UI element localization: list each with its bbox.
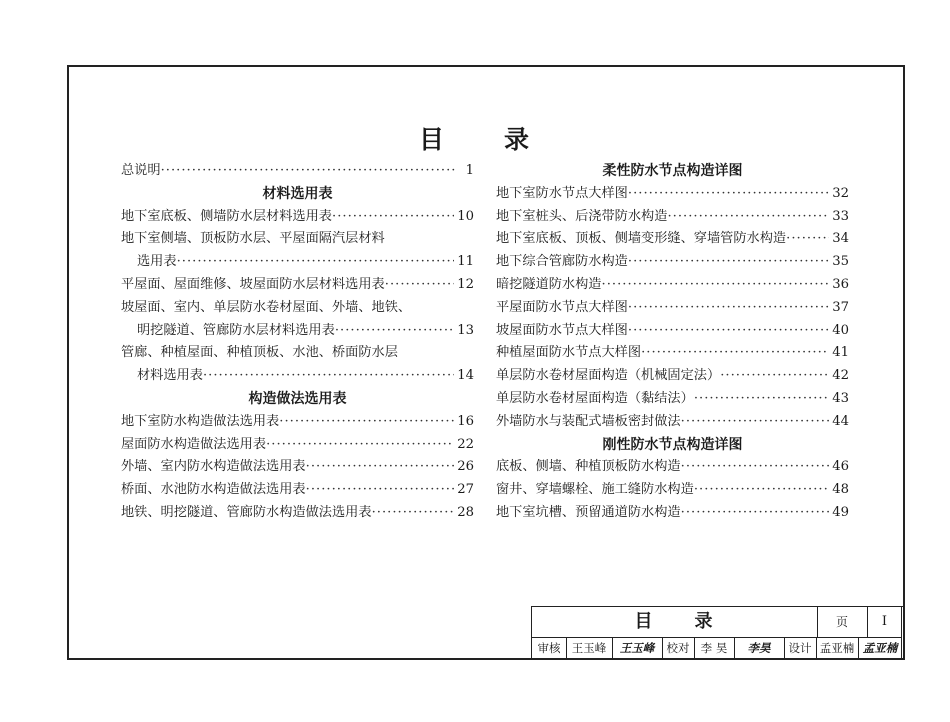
leader-dots [602,274,830,297]
section-heading: 构造做法选用表 [248,390,347,407]
reviewer-name: 王玉峰 [571,641,607,655]
toc-entry-title: 地下室底板、侧墙防水层材料选用表 [121,208,332,224]
toc-entry-title: 窗井、穿墙螺栓、施工缝防水构造 [496,482,694,498]
toc-entry-title: 桥面、水池防水构造做法选用表 [121,482,306,498]
leader-dots [667,206,829,229]
toc-entry-page: 28 [457,504,474,520]
leader-dots [681,411,830,434]
toc-entry-title: 平屋面防水节点大样图 [496,299,628,315]
toc-left-column [121,160,474,525]
toc-entry-title: 材料选用表 [137,368,203,384]
designer-name: 孟亚楠 [819,641,855,655]
toc-entry[interactable] [496,251,849,274]
toc-entry[interactable] [496,456,849,479]
toc-entry[interactable] [121,434,474,457]
toc-entry[interactable] [121,479,474,502]
toc-entry-title: 底板、侧墙、种植顶板防水构造 [496,459,681,475]
toc-entry-page: 22 [457,436,474,452]
page-title [0,120,950,156]
leader-dots [628,320,829,343]
toc-entry-title: 地下室防水构造做法选用表 [121,413,280,429]
design-label: 设计 [788,641,812,655]
leader-dots [279,411,454,434]
toc-entry-page: 12 [457,276,474,292]
leader-dots [306,456,455,479]
toc-entry-title: 地下综合管廊防水构造 [496,254,628,270]
page-label: 页 [835,615,848,629]
leader-dots [694,388,829,411]
toc-entry-page: 37 [832,299,849,315]
toc-entry-title: 地下室坑槽、预留通道防水构造 [496,504,681,520]
toc-entry[interactable] [121,456,474,479]
title-block-top-row [532,607,902,638]
toc-entry-page: 16 [457,413,474,429]
toc-entry[interactable] [496,502,849,525]
toc-entry-title: 管廊、种植屋面、种植顶板、水池、桥面防水层 [121,345,398,361]
toc-entry-page: 49 [832,504,849,520]
toc-entry[interactable] [121,365,474,388]
toc-entry-title: 地铁、明挖隧道、管廊防水构造做法选用表 [121,504,372,520]
toc-entry[interactable] [496,342,849,365]
toc-entry[interactable] [496,228,849,251]
leader-dots [628,251,829,274]
section-heading: 柔性防水节点构造详图 [602,163,743,179]
toc-entry-title: 总说明 [121,163,161,178]
toc-entry-title: 地下室防水节点大样图 [496,185,628,201]
review-label: 审核 [537,641,561,655]
toc-entry-title: 明挖隧道、管廊防水层材料选用表 [137,322,335,338]
toc-entry-title: 暗挖隧道防水构造 [496,276,602,292]
section-heading: 刚性防水节点构造详图 [602,436,743,453]
leader-dots [681,502,830,525]
leader-dots [177,251,455,274]
leader-dots [641,342,829,365]
toc-entry-title: 坡屋面、室内、单层防水卷材屋面、外墙、地铁、 [121,299,412,315]
toc-entry-title: 外墙、室内防水构造做法选用表 [121,459,306,475]
toc-entry[interactable] [496,274,849,297]
toc-entry-page: 32 [832,185,849,201]
leader-dots [720,365,829,388]
toc-entry[interactable] [121,251,474,274]
leader-dots [372,502,455,525]
toc-entry[interactable] [121,206,474,229]
toc-entry[interactable] [496,320,849,343]
leader-dots [694,479,829,502]
toc-entry-page: 11 [457,254,474,270]
toc-entry-page: 44 [832,413,849,429]
toc-entry[interactable] [121,502,474,525]
section-heading: 材料选用表 [262,185,333,202]
title-char-1: 目 [418,125,446,154]
toc-entry-title: 平屋面、屋面维修、坡屋面防水层材料选用表 [121,276,385,292]
toc-entry-title: 地下室侧墙、顶板防水层、平屋面隔汽层材料 [121,231,385,247]
toc-entry-page: 26 [457,459,474,475]
leader-dots [306,479,455,502]
leader-dots [385,274,454,297]
toc-entry-page: 10 [457,208,474,224]
toc-right-column [496,160,849,525]
toc-entry[interactable] [121,297,474,320]
toc-entry-page: 42 [832,368,849,384]
toc-entry-page: 1 [465,163,474,178]
toc-entry[interactable] [496,206,849,229]
toc-entry-page: 33 [832,208,849,224]
toc-entry-page: 48 [832,482,849,498]
title-block-char-2: 录 [694,611,715,632]
leader-dots [203,365,454,388]
toc-entry[interactable] [121,411,474,434]
leader-dots [786,228,829,251]
toc-entry-page: 46 [832,459,849,475]
toc-entry[interactable] [496,183,849,206]
toc-entry-page: 13 [457,322,474,338]
toc-entry[interactable] [121,228,474,251]
reviewer-signature: 王玉峰 [619,641,655,655]
title-block [531,606,903,659]
toc-entry[interactable] [496,411,849,434]
checker-signature: 李昊 [747,641,771,655]
check-label: 校对 [666,641,690,655]
toc-entry[interactable] [121,342,474,365]
leader-dots [628,183,829,206]
toc-entry-page: 34 [832,231,849,247]
leader-dots [332,206,454,229]
toc-entry-page: 43 [832,390,849,406]
title-char-2: 录 [504,125,532,154]
toc-entry[interactable] [496,297,849,320]
toc-entry-title: 种植屋面防水节点大样图 [496,345,642,361]
toc-entry-page: 36 [832,276,849,292]
designer-signature: 孟亚楠 [862,641,898,655]
toc-entry[interactable] [121,274,474,297]
toc-entry-page: 35 [832,254,849,270]
page-number: I [881,614,888,629]
leader-dots [628,297,829,320]
toc-entry-title: 坡屋面防水节点大样图 [496,322,628,338]
toc-entry-title: 地下室底板、顶板、侧墙变形缝、穿墙管防水构造 [496,231,787,247]
toc-entry-title: 屋面防水构造做法选用表 [121,436,267,452]
leader-dots [161,160,455,183]
leader-dots [681,456,830,479]
leader-dots [266,434,454,457]
toc-entry-title: 外墙防水与装配式墙板密封做法 [496,413,681,429]
toc-entry[interactable] [496,365,849,388]
toc-entry[interactable] [496,479,849,502]
toc-entry-title: 单层防水卷材屋面构造（机械固定法） [496,368,721,384]
title-block-char-1: 目 [634,611,655,632]
checker-name: 李 昊 [700,641,728,655]
toc-entry-title: 选用表 [137,254,177,270]
toc-entry-page: 40 [832,322,849,338]
toc-entry-title: 地下室桩头、后浇带防水构造 [496,208,668,224]
toc-entry[interactable] [121,320,474,343]
toc-entry[interactable] [121,160,474,183]
toc-entry-title: 单层防水卷材屋面构造（黏结法） [496,390,694,406]
toc-entry-page: 14 [457,368,474,384]
toc-entry-page: 41 [832,345,849,361]
title-block-title [532,607,817,637]
toc-entry[interactable] [496,388,849,411]
toc-entry-page: 27 [457,482,474,498]
leader-dots [335,320,454,343]
